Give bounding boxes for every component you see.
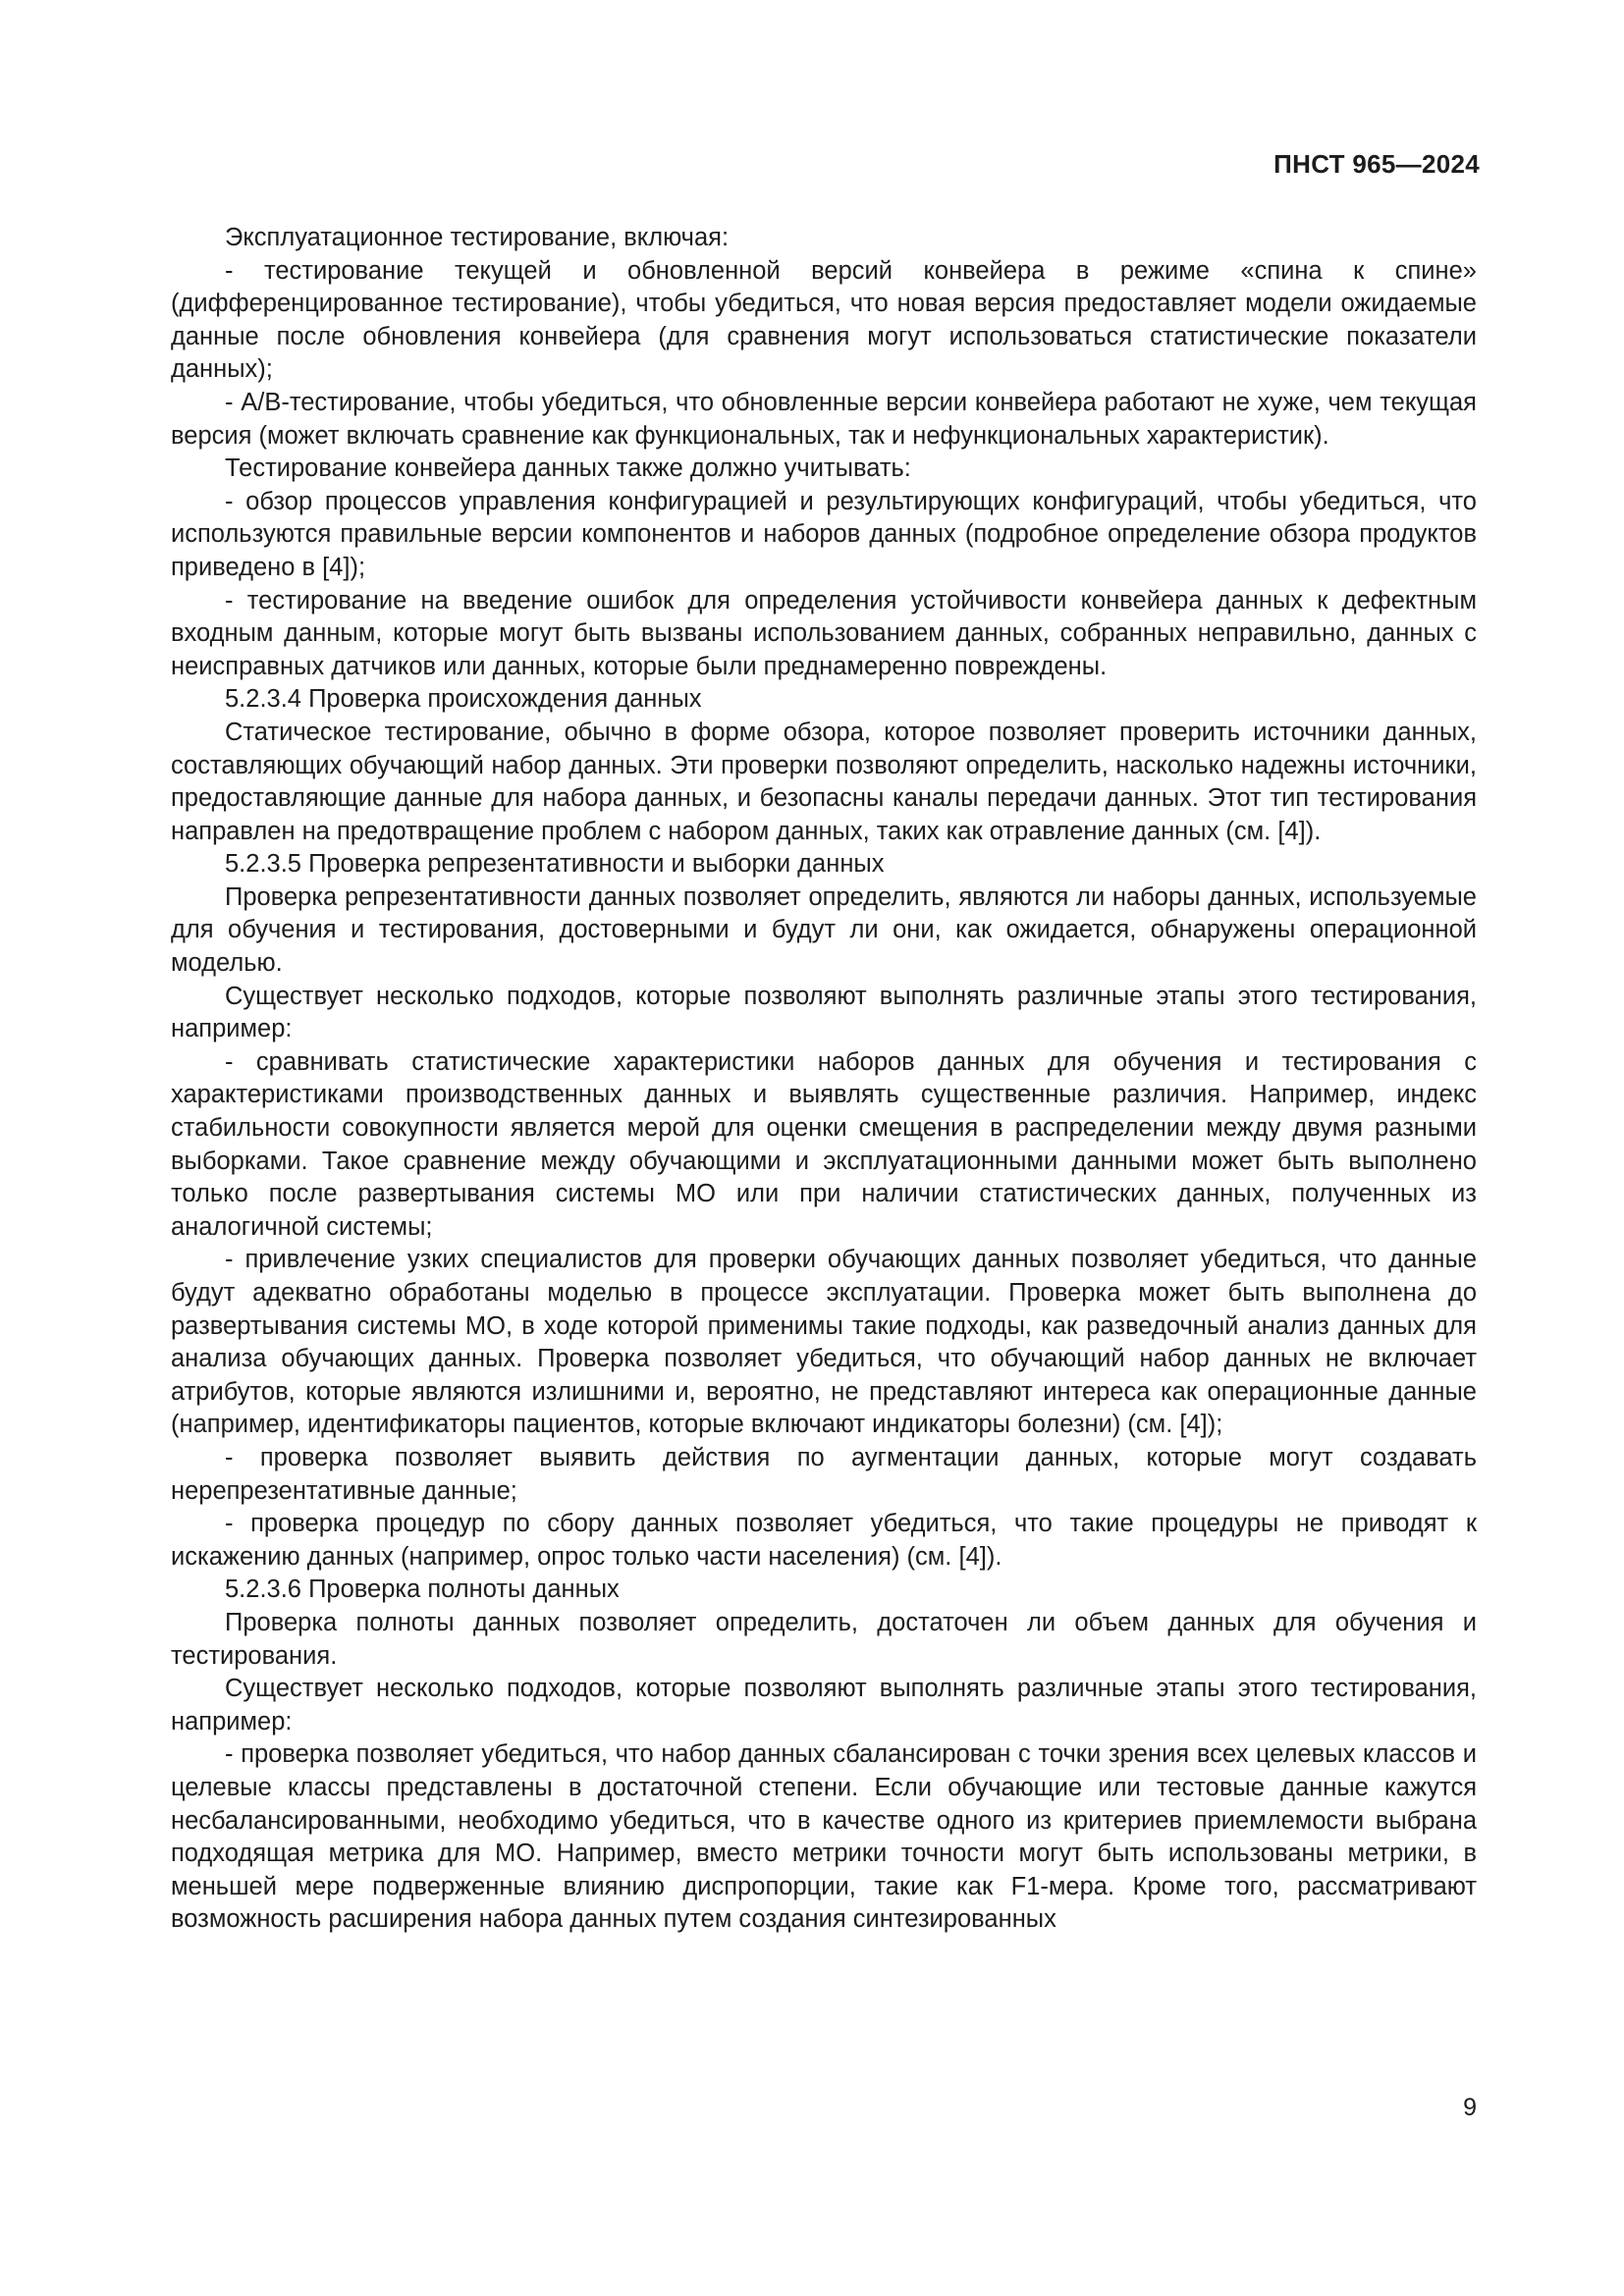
page-number: 9 xyxy=(1463,2094,1477,2121)
paragraph: Существует несколько подходов, которые позволяют выполнять различные этапы этого тестирования, например: xyxy=(171,982,1477,1043)
paragraph: - сравнивать статистические характеристики наборов данных для обучения и тестирования с характеристиками производственных данных и выявлять существенные различия. Например, индекс стабильности совокупности является мерой для оценки смещения в распределении между двумя разными выборками. Такое сравнение между обучающими и эксплуатационными данными может быть выполнено только после развертывания системы МО или при наличии статистических данных, полученных из аналогичной системы; xyxy=(171,1047,1477,1241)
paragraph: - проверка позволяет выявить действия по аугментации данных, которые могут создавать нерепрезентативные данные; xyxy=(171,1443,1477,1505)
section-heading: 5.2.3.4 Проверка происхождения данных xyxy=(225,685,702,714)
paragraph: - тестирование текущей и обновленной версий конвейера в режиме «спина к спине» (дифференцированное тестирование), чтобы убедиться, что новая версия предоставляет модели ожидаемые данные после обновления конвейера (для сравнения могут использоваться статистические показатели данных); xyxy=(171,256,1477,384)
document-id-header: ПНСТ 965—2024 xyxy=(1273,149,1480,179)
paragraph: - привлечение узких специалистов для проверки обучающих данных позволяет убедиться, что данные будут адекватно обработаны моделью в процессе эксплуатации. Проверка может быть выполнена до развертывания системы МО, в ходе которой применимы такие подходы, как разведочный анализ данных для анализа обучающих данных. Проверка позволяет убедиться, что обучающий набор данных не включает атрибутов, которые являются излишними и, вероятно, не представляют интереса как операционные данные (например, идентификаторы пациентов, которые включают индикаторы болезни) (см. [4]); xyxy=(171,1246,1477,1439)
paragraph: - обзор процессов управления конфигурацией и результирующих конфигураций, чтобы убедиться, что используются правильные версии компонентов и наборов данных (подробное определение обзора продуктов приведено в [4]); xyxy=(171,487,1477,581)
document-body xyxy=(171,222,1477,1937)
paragraph: Существует несколько подходов, которые позволяют выполнять различные этапы этого тестирования, например: xyxy=(171,1675,1477,1735)
paragraph: - А/В-тестирование, чтобы убедиться, что обновленные версии конвейера работают не хуже, чем текущая версия (может включать сравнение как функциональных, так и нефункциональных характеристик). xyxy=(171,388,1477,450)
paragraph: Эксплуатационное тестирование, включая: xyxy=(225,224,730,251)
paragraph: Статическое тестирование, обычно в форме обзора, которое позволяет проверить источники данных, составляющих обучающий набор данных. Эти проверки позволяют определить, насколько надежны источники, предоставляющие данные для набора данных, и безопасны каналы передачи данных. Этот тип тестирования направлен на предотвращение проблем с набором данных, таких как отравление данных (см. [4]). xyxy=(171,718,1477,845)
paragraph: Проверка полноты данных позволяет определить, достаточен ли объем данных для обучения и тестирования. xyxy=(171,1608,1477,1670)
section-heading: 5.2.3.6 Проверка полноты данных xyxy=(225,1575,620,1604)
paragraph: Тестирование конвейера данных также должно учитывать: xyxy=(225,454,911,483)
paragraph: Проверка репрезентативности данных позволяет определить, являются ли наборы данных, используемые для обучения и тестирования, достоверными и будут ли они, как ожидается, обнаружены операционной моделью. xyxy=(171,882,1477,978)
paragraph: - проверка процедур по сбору данных позволяет убедиться, что такие процедуры не приводят к искажению данных (например, опрос только части населения) (см. [4]). xyxy=(171,1510,1477,1571)
section-heading: 5.2.3.5 Проверка репрезентативности и выборки данных xyxy=(225,850,885,879)
paragraph: - тестирование на введение ошибок для определения устойчивости конвейера данных к дефектным входным данным, которые могут быть вызваны использованием данных, собранных неправильно, данных с неисправных датчиков или данных, которые были преднамеренно повреждены. xyxy=(171,586,1477,680)
paragraph: - проверка позволяет убедиться, что набор данных сбалансирован с точки зрения всех целевых классов и целевые классы представлены в достаточной степени. Если обучающие или тестовые данные кажутся несбалансированными, необходимо убедиться, что в качестве одного из критериев приемлемости выбрана подходящая метрика для МО. Например, вместо метрики точности могут быть использованы метрики, в меньшей мере подверженные влиянию диспропорции, такие как F1-мера. Кроме того, рассматривают возможность расширения набора данных путем создания синтезированных xyxy=(171,1740,1477,1934)
